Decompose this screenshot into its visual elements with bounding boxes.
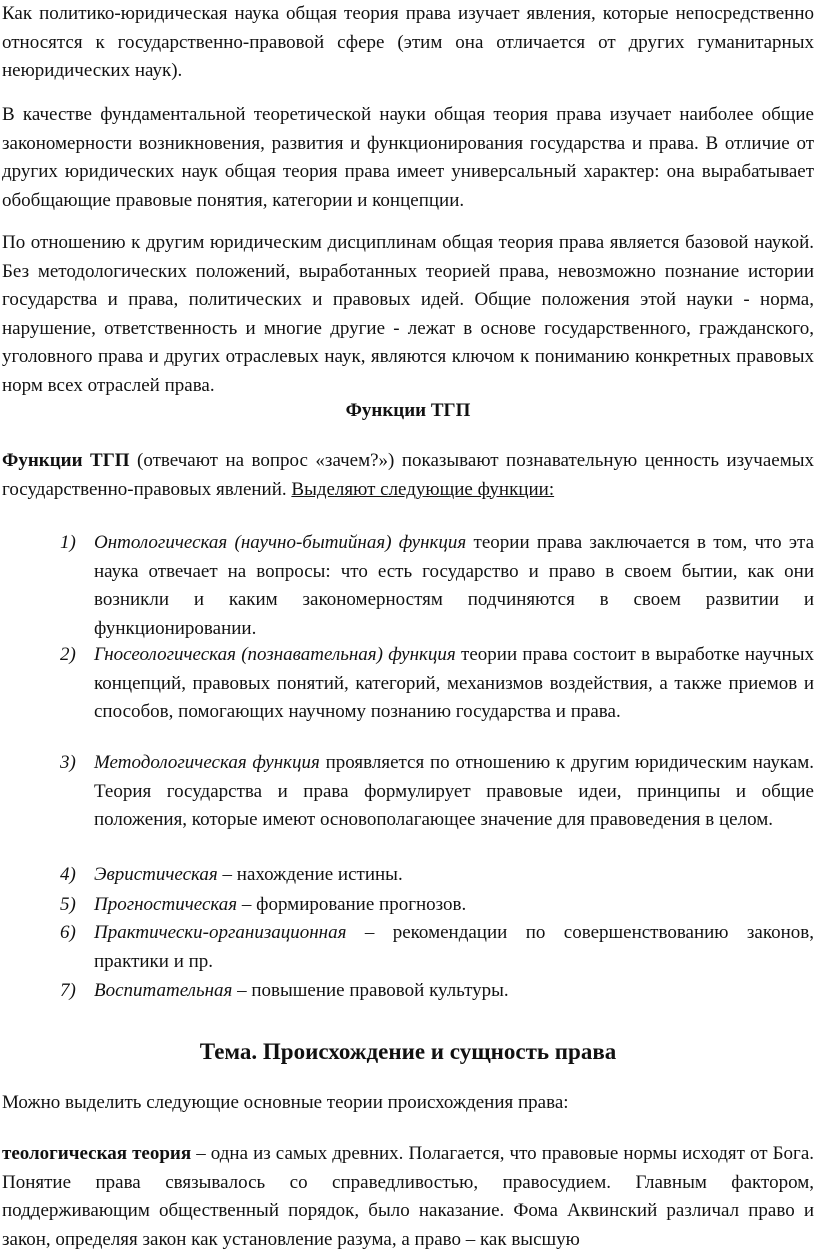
list-item-term: Методологическая функция — [94, 752, 320, 773]
paragraph-base-science: По отношению к другим юридическим дисциплинам общая теория права является базовой наукой. Без методологических положений, выработанных теорией права, невозможно познание истории государства и права, политических и правовых идей. Общие положения этой науки - норма, нарушение, ответственность и многие другие - лежат в основе государственного, гражданского, уголовного права и других отраслевых наук, являются ключом к пониманию конкретных правовых норм всех отраслей права. — [2, 232, 814, 396]
list-item-text: проявляется по отношению к другим юридическим наукам. Теория государства и права формулирует правовые идеи, принципы и общие положения, которые имеют основополагающее значение для правоведения в целом. — [94, 752, 814, 830]
list-item-number: 1) — [60, 532, 76, 553]
list-item — [60, 919, 814, 976]
list-item-term: Онтологическая (научно-бытийная) функция — [94, 532, 467, 553]
list-item-number: 3) — [60, 752, 76, 773]
list-item-text: – повышение правовой культуры. — [232, 980, 509, 1001]
paragraph-theological-theory — [2, 1140, 814, 1254]
list-item-term: Практически-организационная — [94, 922, 347, 943]
list-item-term: Прогностическая — [94, 894, 238, 915]
theological-theory-bold: теологическая теория — [2, 1143, 192, 1164]
heading-origin-of-law: Тема. Происхождение и сущность права — [199, 1039, 617, 1064]
list-item-number: 7) — [60, 980, 76, 1001]
list-item — [60, 977, 814, 1006]
functions-intro-underlined: Выделяют следующие функции: — [291, 478, 555, 500]
functions-intro-text: (отвечают на вопрос «зачем?») показывают познавательную ценность изучаемых государственно-правовых явлений. — [2, 450, 814, 500]
list-item-text: теории права заключается в том, что эта наука отвечает на вопросы: что есть государство и право в своем бытии, как они возникли и каким закономерностям подчиняются в своем развитии и функционировании. — [94, 532, 815, 639]
list-item-term: Гносеологическая (познавательная) функция — [94, 644, 456, 665]
list-item-text: теории права состоит в выработке научных концепций, правовых понятий, категорий, механизмов воздействия, а также приемов и способов, помогающих научному познанию государства и права. — [94, 644, 814, 722]
list-item-term: Воспитательная — [94, 980, 233, 1001]
list-item — [60, 749, 814, 835]
paragraph-theories-intro: Можно выделить следующие основные теории происхождения права: — [2, 1092, 569, 1113]
list-item-number: 6) — [60, 922, 76, 943]
paragraph-fundamental: В качестве фундаментальной теоретической науки общая теория права изучает наиболее общие закономерности возникновения, развития и функционирования государства и права. В отличие от других юридических наук общая теория права имеет универсальный характер: она вырабатывает обобщающие правовые понятия, категории и концепции. — [2, 104, 814, 211]
paragraph-intro: Как политико-юридическая наука общая теория права изучает явления, которые непосредственно относятся к государственно-правовой сфере (этим она отличается от других гуманитарных неюридических наук). — [2, 3, 814, 81]
functions-intro-bold: Функции ТГП — [2, 450, 130, 471]
theological-theory-text: – одна из самых древних. Полагается, что правовые нормы исходят от Бога. Понятие права связывалось со справедливостью, правосудием. Главным фактором, поддерживающим общественный порядок, было наказание. Фома Аквинский различал право и закон, определяя закон как установление разума, а право – как высшую — [2, 1143, 815, 1250]
list-item-text: – рекомендации по совершенствованию законов, практики и пр. — [94, 922, 814, 972]
list-item — [60, 861, 814, 890]
list-item-number: 2) — [60, 644, 76, 665]
list-item-text: – формирование прогнозов. — [237, 894, 467, 915]
list-item-number: 5) — [60, 894, 76, 915]
list-item-text: – нахождение истины. — [217, 864, 403, 885]
list-item-term: Эвристическая — [94, 864, 218, 885]
paragraph-functions-intro — [2, 447, 814, 504]
list-item-number: 4) — [60, 864, 76, 885]
heading-functions: Функции ТГП — [345, 400, 471, 421]
list-item — [60, 529, 815, 643]
list-item — [60, 641, 814, 727]
list-item — [60, 891, 814, 920]
